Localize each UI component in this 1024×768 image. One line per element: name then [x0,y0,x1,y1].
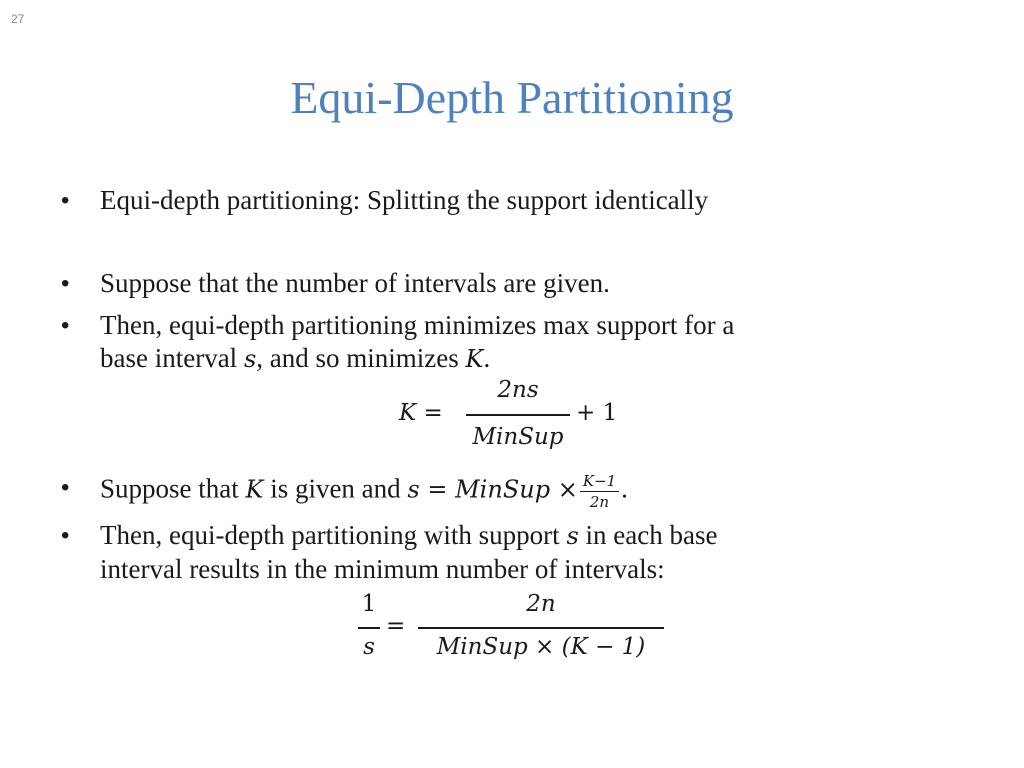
slide-title: Equi-Depth Partitioning [290,72,734,123]
bullet-3 [100,309,980,376]
eq2-denominator: MinSup × (K − 1) [436,634,646,660]
bullet-4 [100,471,980,512]
eq2-lhs-fraction-bar [358,627,380,629]
eq1-denominator: MinSup [472,424,564,450]
slide-number: 27 [11,12,25,26]
eq2-lhs-denominator: s [363,634,375,660]
eq2-lhs-numerator: 1 [361,591,377,617]
bullet-5-line1-post: in each base [578,520,718,550]
bullet-3-line1: Then, equi-depth partitioning minimizes max support for a [100,310,735,340]
bullet-5 [100,519,980,586]
bullet-2 [100,267,980,300]
bullet-4-frac-den: 2n [589,493,610,511]
bullet-4-fraction [580,471,619,512]
bullet-4-end: . [621,473,628,504]
math-var-s: s [243,345,257,373]
bullet-5-line1-pre: Then, equi-depth partitioning with support [100,520,567,550]
eq2-numerator: 2n [526,591,556,617]
bullet-4-pre: Suppose that [100,473,246,504]
eq1-lhs: K = [399,400,443,426]
bullet-4-mid: is given and [263,473,408,504]
eq1-fraction-bar [466,414,570,416]
math-var-K: K [245,475,264,504]
bullet-5-line2: interval results in the minimum number of intervals: [100,554,665,584]
bullet-4-math: s = MinSup × [407,475,578,504]
bullet-1 [100,184,980,217]
bullet-1-text: Equi-depth partitioning: Splitting the support identically [100,185,709,215]
math-var-s: s [566,522,579,550]
eq2-fraction-bar [418,627,664,629]
bullet-3-end: . [483,343,491,373]
eq2-equals: = [386,613,406,639]
bullet-4-frac-num: K−1 [580,471,619,492]
math-var-K: K [465,345,484,373]
bullet-3-line2-pre: base interval [100,343,244,373]
bullet-3-line2-mid: , and so minimizes [256,343,466,373]
eq1-rhs: + 1 [576,400,618,426]
bullet-2-text: Suppose that the number of intervals are given. [100,268,610,298]
eq1-numerator: 2ns [497,377,539,403]
